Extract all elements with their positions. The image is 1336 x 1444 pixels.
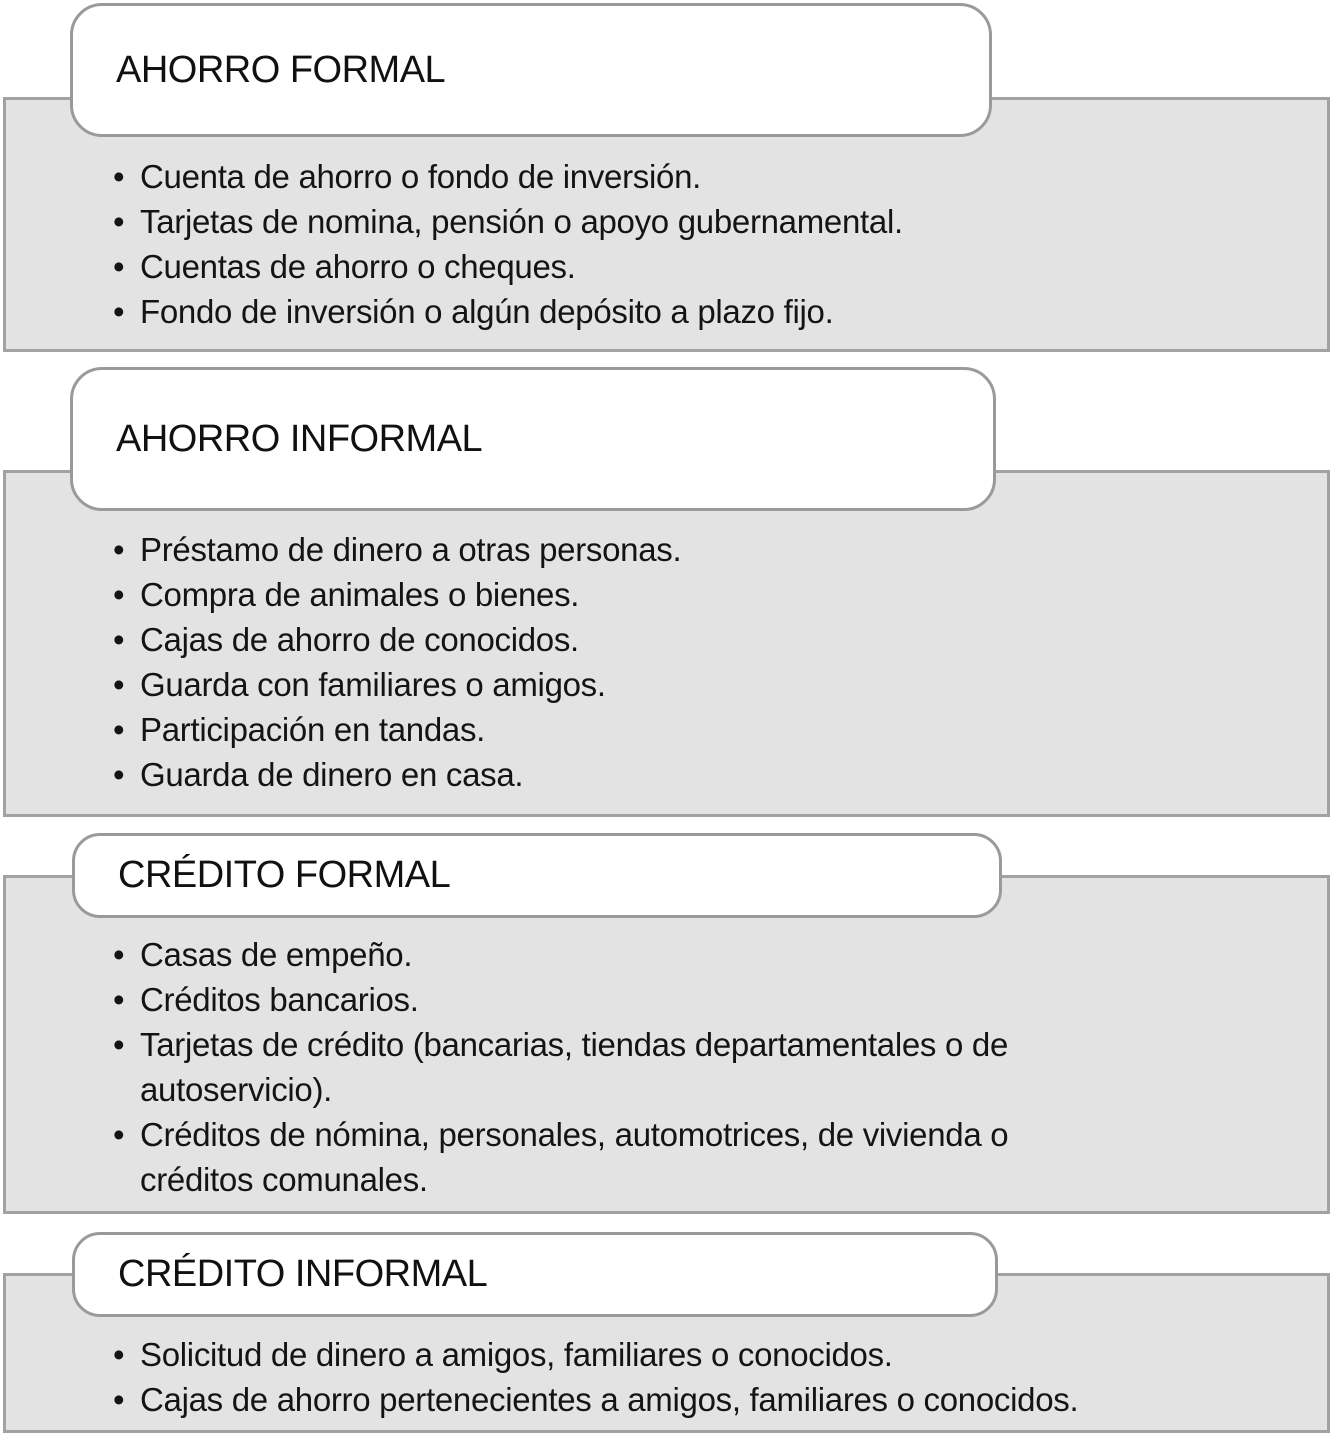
section-title: CRÉDITO FORMAL — [118, 854, 451, 896]
list-item: • Guarda con familiares o amigos. — [113, 662, 1267, 707]
section-label-credito-informal — [72, 1232, 998, 1317]
list-item: • Guarda de dinero en casa. — [113, 752, 1267, 797]
list-item: • Compra de animales o bienes. — [113, 572, 1267, 617]
section-label-ahorro-informal — [70, 367, 996, 511]
list-item: • Cuenta de ahorro o fondo de inversión. — [113, 154, 1267, 199]
section-title: AHORRO FORMAL — [116, 48, 446, 91]
bullet-list — [6, 878, 1327, 1202]
list-item: • Casas de empeño. — [113, 932, 1119, 977]
section-title: AHORRO INFORMAL — [116, 417, 483, 460]
list-item: • Créditos de nómina, personales, automotrices, de vivienda o créditos comunales. — [113, 1112, 1119, 1202]
bullet-list — [6, 473, 1327, 797]
section-title: CRÉDITO INFORMAL — [118, 1253, 488, 1295]
list-item: • Cajas de ahorro pertenecientes a amigos, familiares o conocidos. — [113, 1377, 1297, 1422]
list-item: • Participación en tandas. — [113, 707, 1267, 752]
list-item: • Fondo de inversión o algún depósito a plazo fijo. — [113, 289, 1267, 334]
list-item: • Tarjetas de nomina, pensión o apoyo gubernamental. — [113, 199, 1267, 244]
list-item: • Tarjetas de crédito (bancarias, tiendas departamentales o de autoservicio). — [113, 1022, 1119, 1112]
list-item: • Cuentas de ahorro o cheques. — [113, 244, 1267, 289]
section-label-ahorro-formal — [70, 3, 992, 137]
list-item: • Cajas de ahorro de conocidos. — [113, 617, 1267, 662]
section-panel-credito-formal — [3, 875, 1330, 1214]
section-panel-ahorro-informal — [3, 470, 1330, 817]
list-item: • Créditos bancarios. — [113, 977, 1119, 1022]
list-item: • Solicitud de dinero a amigos, familiares o conocidos. — [113, 1332, 1297, 1377]
list-item: • Préstamo de dinero a otras personas. — [113, 527, 1267, 572]
section-label-credito-formal — [72, 833, 1002, 918]
